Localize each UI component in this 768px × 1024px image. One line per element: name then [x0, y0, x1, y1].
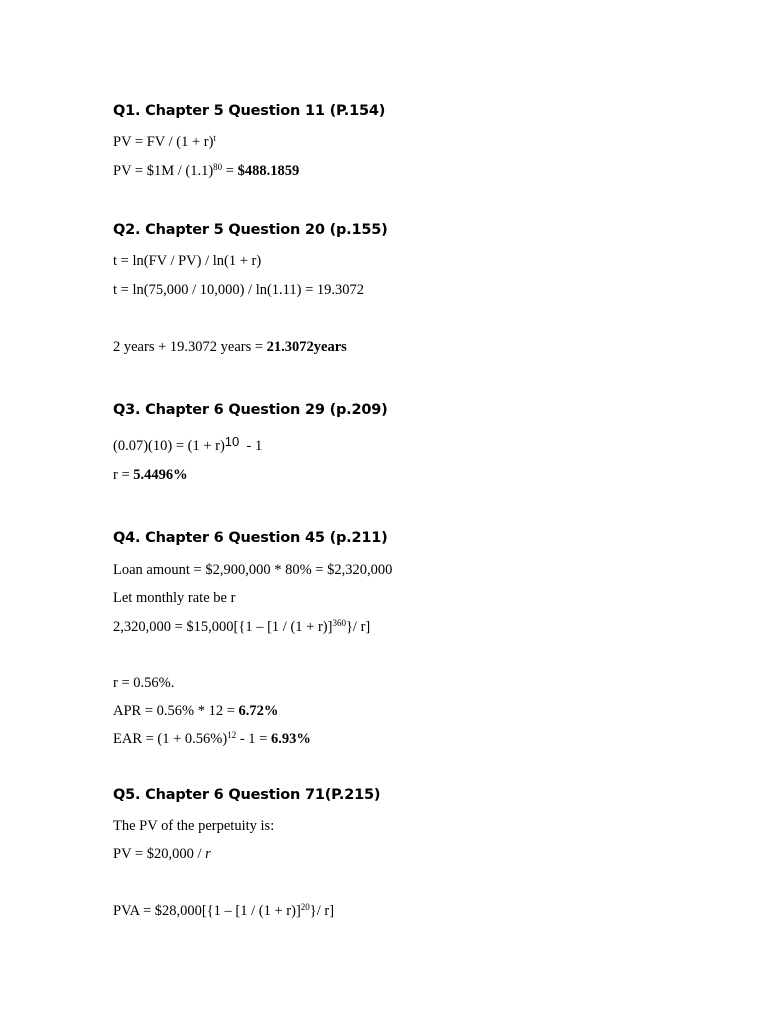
q5-line-2: PV = $20,000 / r [113, 846, 211, 862]
q3-line-1: $(0.07)(10) = (1 + r)^{10} - 1$ [113, 434, 263, 454]
q2-line-2: t = ln(75,000 / 10,000) / ln(1.11) = 19.3072 [113, 282, 365, 298]
q4-line-5: APR = 0.56% * 12 = 6.72% [113, 703, 279, 719]
q1-heading: Q1. Chapter 5 Question 11 (P.154) [113, 103, 386, 119]
q1-line-1: PV = FV / $(1 + r)^t$ [113, 133, 216, 150]
q3-heading: Q3. Chapter 6 Question 29 (p.209) [113, 402, 388, 418]
q4-line-3: 2,320,000 = $15,000[{1 – $[1 / (1 + r)]^{360}\}/$ r] [113, 618, 371, 635]
q4-line-6: EAR = $(1 + 0.56\%)^{12} - 1 = 6.93\%$ [113, 730, 311, 747]
q5-line-1: The PV of the perpetuity is: [113, 818, 275, 834]
q2-line-3: 2 years + 19.3072 years = 21.3072years [113, 339, 347, 355]
q5-line-3: PVA = $28,000[{1 – $[1 / (1 + r)]^{20}\}/$ r] [113, 902, 335, 919]
q3-line-2: r = 5.4496% [113, 467, 188, 483]
q4-heading: Q4. Chapter 6 Question 45 (p.211) [113, 530, 388, 546]
q2-line-1: t = ln(FV / PV) / ln(1 + r) [113, 253, 262, 269]
q4-line-2: Let monthly rate be r [113, 590, 236, 606]
q4-line-1: Loan amount = $2,900,000 * 80% = $2,320,000 [113, 562, 393, 578]
q2-heading: Q2. Chapter 5 Question 20 (p.155) [113, 222, 388, 238]
q5-heading: Q5. Chapter 6 Question 71(P.215) [113, 787, 381, 803]
q1-line-2: PV = $1M / $(1.1)^{80}$ = $488.1859 [113, 162, 300, 179]
q4-line-4: r = 0.56%. [113, 675, 175, 691]
